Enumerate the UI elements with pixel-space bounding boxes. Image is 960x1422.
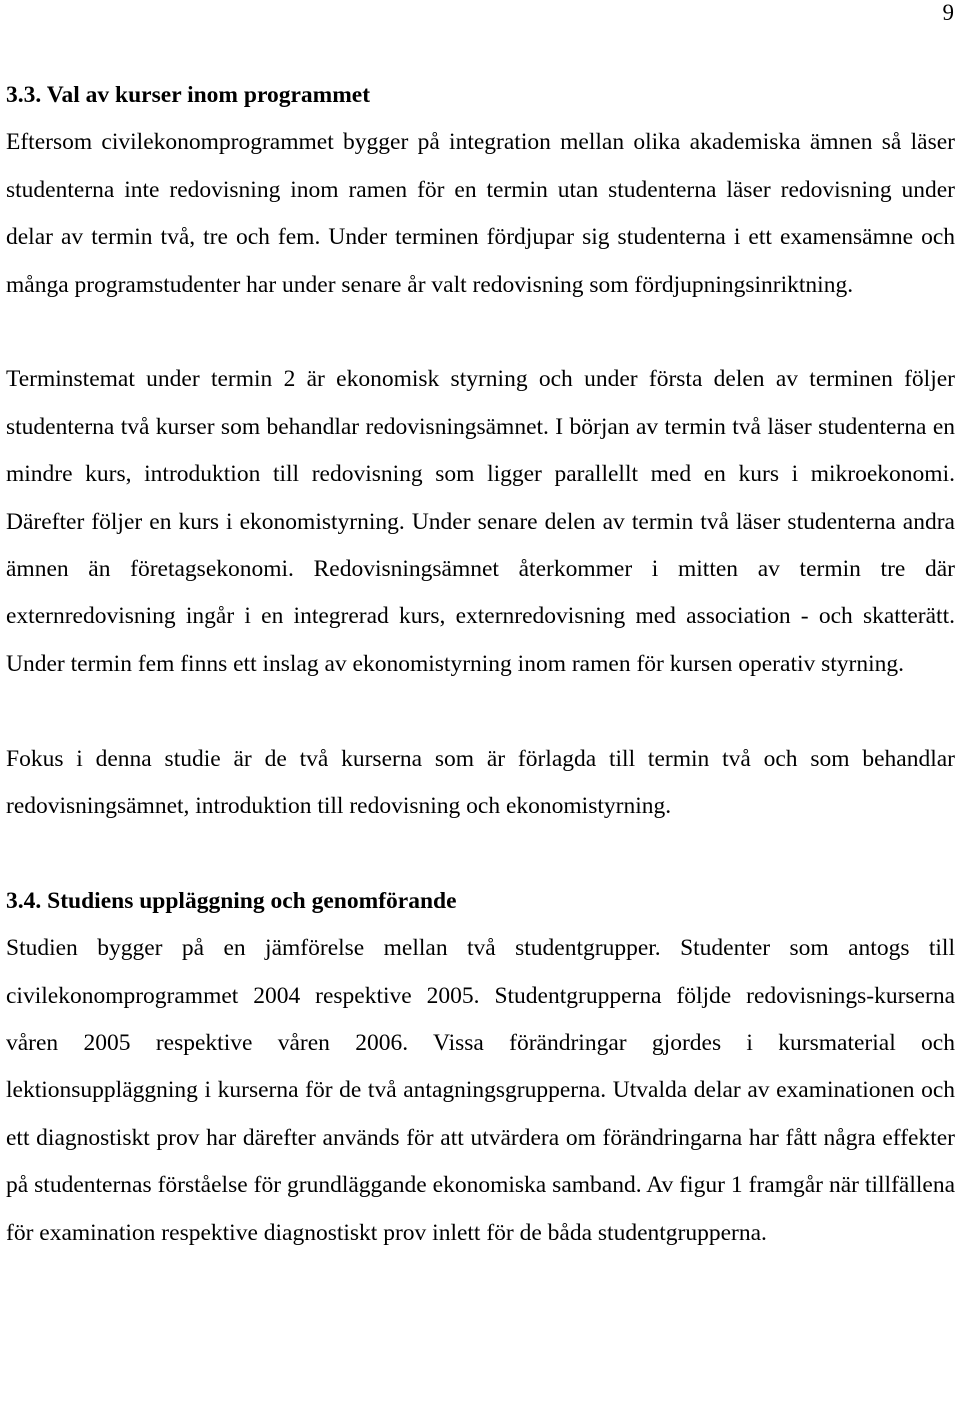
paragraph: Studien bygger på en jämförelse mellan två studentgrupper. Studenter som antogs till civilekonomprogrammet 2004 respektive 2005. Studentgrupperna följde redovisnings-kurserna våren 2005 respektive våren 2006. Vissa förändringar gjordes i kursmaterial och lektionsuppläggning i kurserna för de två antagningsgrupperna. Utvalda delar av examinationen och ett diagnostiskt prov har därefter används för att utvärdera om förändringarna har fått några effekter på studenternas förståelse för grundläggande ekonomiska samband. Av figur 1 framgår när tillfällena för examination respektive diagnostiskt prov inlett för de båda studentgrupperna. (6, 935, 955, 1246)
document-body (6, 72, 955, 1257)
section-heading-3-4: 3.4. Studiens uppläggning och genomförande (6, 887, 457, 914)
paragraph: Eftersom civilekonomprogrammet bygger på integration mellan olika akademiska ämnen så läser studenterna inte redovisning inom ramen för en termin utan studenterna läser redovisning under delar av termin två, tre och fem. Under terminen fördjupar sig studenterna i ett examensämne och många programstudenter har under senare år valt redovisning som fördjupningsinriktning. (6, 129, 955, 298)
paragraph: Terminstemat under termin 2 är ekonomisk styrning och under första delen av terminen följer studenterna två kurser som behandlar redovisningsämnet. I början av termin två läser studenterna en mindre kurs, introduktion till redovisning som ligger parallellt med en kurs i mikroekonomi. Därefter följer en kurs i ekonomistyrning. Under senare delen av termin två läser studenterna andra ämnen än företagsekonomi. Redovisningsämnet återkommer i mitten av termin tre där externredovisning ingår i en integrerad kurs, externredovisning med association - och skatterätt. Under termin fem finns ett inslag av ekonomistyrning inom ramen för kursen operativ styrning. (6, 366, 955, 677)
paragraph-gap (6, 309, 955, 356)
paragraph-gap (6, 830, 955, 877)
paragraph: Fokus i denna studie är de två kurserna som är förlagda till termin två och som behandlar redovisningsämnet, introduktion till redovisning och ekonomistyrning. (6, 745, 955, 820)
page-number: 9 (942, 0, 954, 25)
section-heading-3-3: 3.3. Val av kurser inom programmet (6, 82, 371, 108)
paragraph-gap (6, 688, 955, 735)
